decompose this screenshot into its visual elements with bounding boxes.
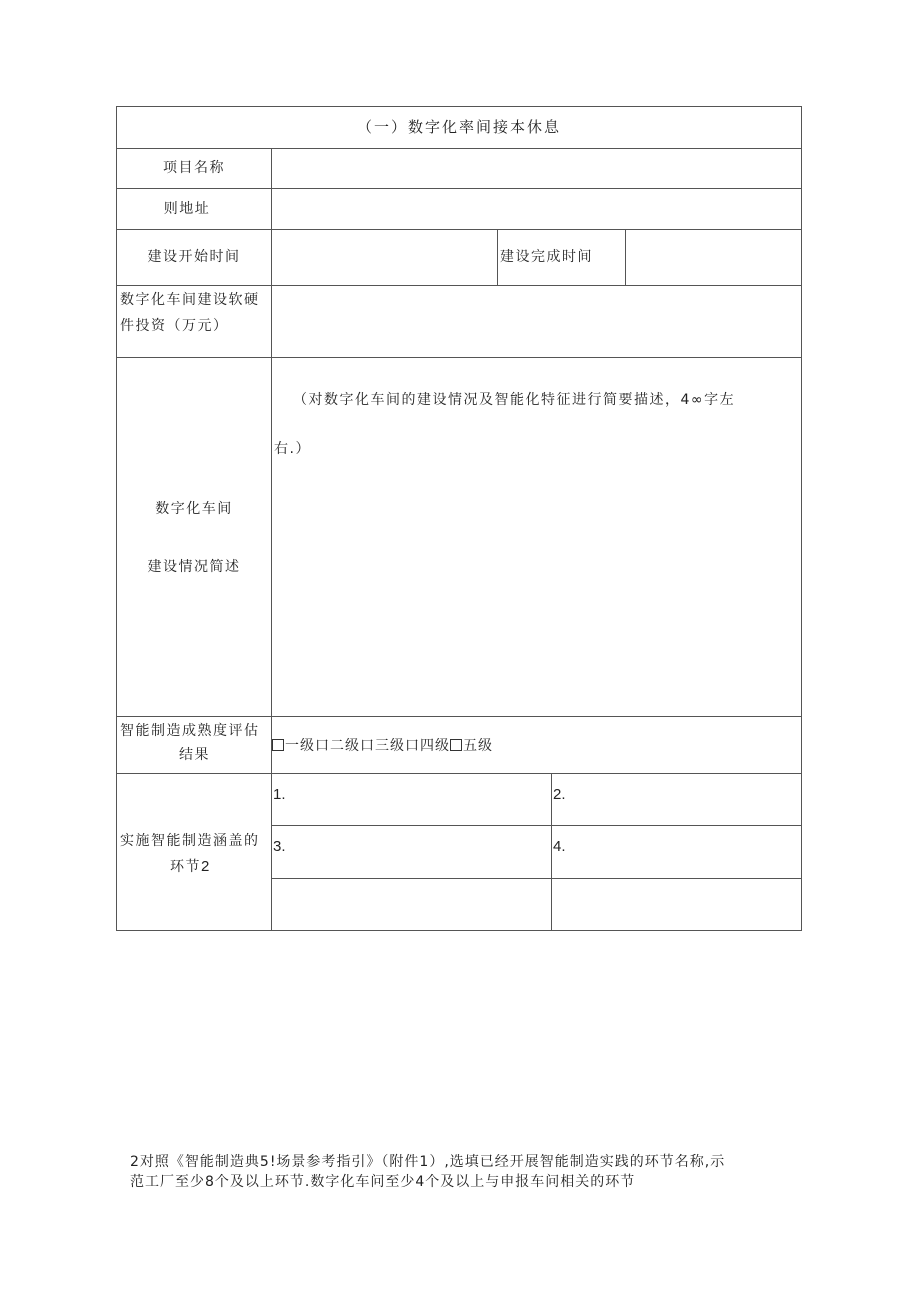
coverage-label-text: 环节: [170, 859, 201, 875]
coverage-label-line2: [170, 858, 209, 876]
investment-label-line1: 数字化车间建设软硬: [120, 292, 260, 308]
maturity-option-5: 五级: [463, 738, 493, 754]
maturity-options: [272, 737, 493, 755]
maturity-option-2[interactable]: 口二级: [315, 738, 360, 754]
maturity-label-line1: 智能制造成熟度评估: [120, 723, 260, 739]
maturity-option-3[interactable]: 口三级: [360, 738, 405, 754]
start-time-label: 建设开始时间: [147, 249, 241, 265]
coverage-item-6[interactable]: [552, 879, 801, 930]
coverage-item-1[interactable]: [272, 774, 551, 825]
end-time-label: 建设完成时间: [500, 249, 593, 265]
column-divider: [497, 229, 498, 285]
address-label: 则地址: [163, 201, 211, 217]
row-divider: [117, 716, 801, 717]
summary-field[interactable]: [272, 358, 801, 716]
summary-hint-line2: 右.）: [274, 441, 311, 457]
coverage-footnote-marker: 2: [201, 858, 210, 875]
investment-field[interactable]: [272, 286, 801, 357]
coverage-item-3-text: 3.: [273, 838, 286, 855]
summary-label-line1: 数字化车间: [155, 501, 233, 517]
footnote-line-1: 2对照《智能制造典5!场景参考指引》（附件1）,选填已经开展智能制造实践的环节名称,示: [130, 1154, 726, 1170]
coverage-item-2-text: 2.: [553, 786, 566, 803]
summary-hint-line1: （对数字化车间的建设情况及智能化特征进行简要描述，4∞字左: [293, 392, 736, 408]
footnote-line-2: 范工厂至少8个及以上环节.数字化车问至少4个及以上与申报车问相关的环节: [130, 1174, 636, 1190]
checkbox-level-1-icon[interactable]: [272, 739, 284, 751]
project-name-label: 项目名称: [163, 160, 225, 176]
maturity-option-4[interactable]: 口四级: [405, 738, 450, 754]
project-name-field[interactable]: [272, 149, 801, 188]
start-time-field[interactable]: [272, 230, 497, 285]
end-time-field[interactable]: [626, 230, 801, 285]
maturity-label-line2: 结果: [179, 747, 210, 763]
coverage-label-line1: 实施智能制造涵盖的: [120, 833, 260, 849]
info-form-table: [116, 106, 802, 931]
coverage-item-4[interactable]: [552, 826, 801, 878]
coverage-item-4-text: 4.: [553, 838, 566, 855]
coverage-item-3[interactable]: [272, 826, 551, 878]
coverage-item-2[interactable]: [552, 774, 801, 825]
coverage-item-1-text: 1.: [273, 786, 286, 803]
maturity-option-1: 一级: [285, 738, 315, 754]
investment-label-line2: 件投资（万元）: [120, 318, 229, 334]
footnote: [130, 1152, 820, 1192]
form-title: （一）数字化率间接本休息: [356, 118, 561, 136]
summary-label-line2: 建设情况简述: [147, 559, 241, 575]
checkbox-level-5-icon[interactable]: [450, 739, 462, 751]
address-field[interactable]: [272, 189, 801, 229]
coverage-item-5[interactable]: [272, 879, 551, 930]
